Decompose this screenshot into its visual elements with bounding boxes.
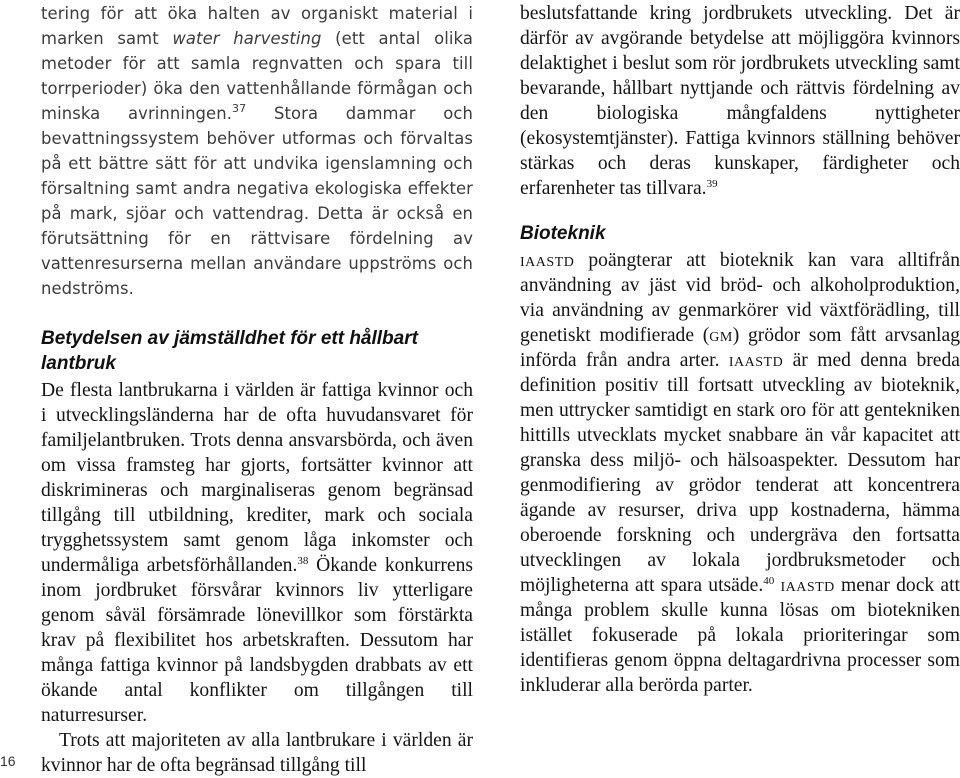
acronym: iaastd [520, 250, 575, 271]
text-segment: Ökande konkurrens inom jordbruket försvårar kvinnors liv ytterligare genom såväl försämrade lönevillkor som förstärkta krav på flexibilitet hos arbetskraften. Dessutom har många fattiga kvinnor på landsbygden drabbats av ett ökande antal konflikter om tillgången till naturresurser. [41, 555, 473, 726]
italic-term: water harvesting [172, 29, 322, 48]
text-segment: ) grödor som fått arvsanlag införda från andra arter. [520, 325, 960, 371]
text-segment: beslutsfattande kring jordbrukets utveckling. Det är därför av avgörande betydelse att möjliggöra kvinnors delaktighet i beslut som rör jordbrukets utveckling samt bevarande, hållbart nyttjande och rättvis fördelning av den biologiska mångfaldens nyttigheter (ekosystemtjänster). Fattiga kvinnors ställning behöver stärkas och deras kunskaper, färdigheter och erfarenheter tas tillvara. [520, 3, 960, 199]
text-segment: (ett antal olika metoder för att samla regnvatten och spara till torrperioder) öka den vattenhållande förmågan och minska avrinningen. [41, 29, 473, 123]
text-segment: menar dock att många problem skulle kunna lösas om biotekniken istället fokuserade på lokala prioriteringar som identifieras genom öppna deltagardrivna processer som inkluderar alla berörda parter. [520, 575, 960, 696]
text-segment: Stora dammar och bevattningssystem behöver utformas och förvaltas på ett bättre sätt för att undvika igenslamning och försaltning samt andra negativa ekologiska effekter på mark, sjöar och vattendrag. Detta är också en förutsättning för en rättvisare fördelning av vattenresurserna mellan användare uppströms och nedströms. [41, 104, 473, 298]
section-heading-biotechnology: Bioteknik [520, 223, 606, 244]
text-segment: De flesta lantbrukarna i världen är fattiga kvinnor och i utvecklingsländerna har de ofta huvudansvaret för familjelantbruken. Trots denna ansvarsbörda, och även om vissa framsteg har gjorts, fortsätter kvinnor att diskrimineras och marginaliseras genom begränsad tillgång till utbildning, krediter, mark och sociala trygghetssystem samt genom låga inkomster och undermåliga arbetsförhållanden. [41, 380, 473, 576]
footnote-ref: 38 [297, 555, 309, 567]
acronym: iaastd [780, 575, 835, 596]
page-number: 16 [0, 753, 16, 769]
text-segment: är med denna breda definition positiv till fortsatt utveckling av bioteknik, men uttrycker samtidigt en stark oro för att gentekniken hittills utvecklats mycket snabbare än vår kapacitet att granska dess miljö- och hälsoaspekter. Dessutom har genmodifiering av grödor tenderat att koncentrera ägande av resurser, driva upp kostnaderna, hämma oberoende forskning och undergräva den fortsatta utvecklingen av lokala jordbruksmetoder och möjligheterna att spara utsäde. [520, 350, 960, 596]
footnote-ref: 39 [706, 178, 718, 190]
left-column [41, 1, 473, 778]
text-segment: poängterar att bioteknik kan vara alltifrån användning av jäst vid bröd- och alkoholproduktion, via användning av genmarkörer vid växtförädling, till genetiskt modifierade ( [520, 250, 960, 346]
text-segment: tering för att öka halten av organiskt material i marken samt [41, 4, 473, 48]
footnote-ref: 37 [232, 102, 247, 115]
acronym: gm [709, 325, 733, 346]
paragraph-decision-making [520, 1, 960, 201]
right-column [520, 1, 960, 698]
paragraph-biotechnology [520, 248, 960, 698]
section-heading-gender-equality: Betydelsen av jämställdhet för ett hållbart lantbruk [41, 328, 418, 374]
acronym: iaastd [728, 350, 784, 371]
paragraph-majority: Trots att majoriteten av alla lantbrukare i världen är kvinnor har de ofta begränsad tillgång till [41, 730, 473, 776]
footnote-ref: 40 [763, 575, 775, 587]
paragraph-water [41, 1, 473, 301]
paragraph-women-farmers [41, 378, 473, 728]
